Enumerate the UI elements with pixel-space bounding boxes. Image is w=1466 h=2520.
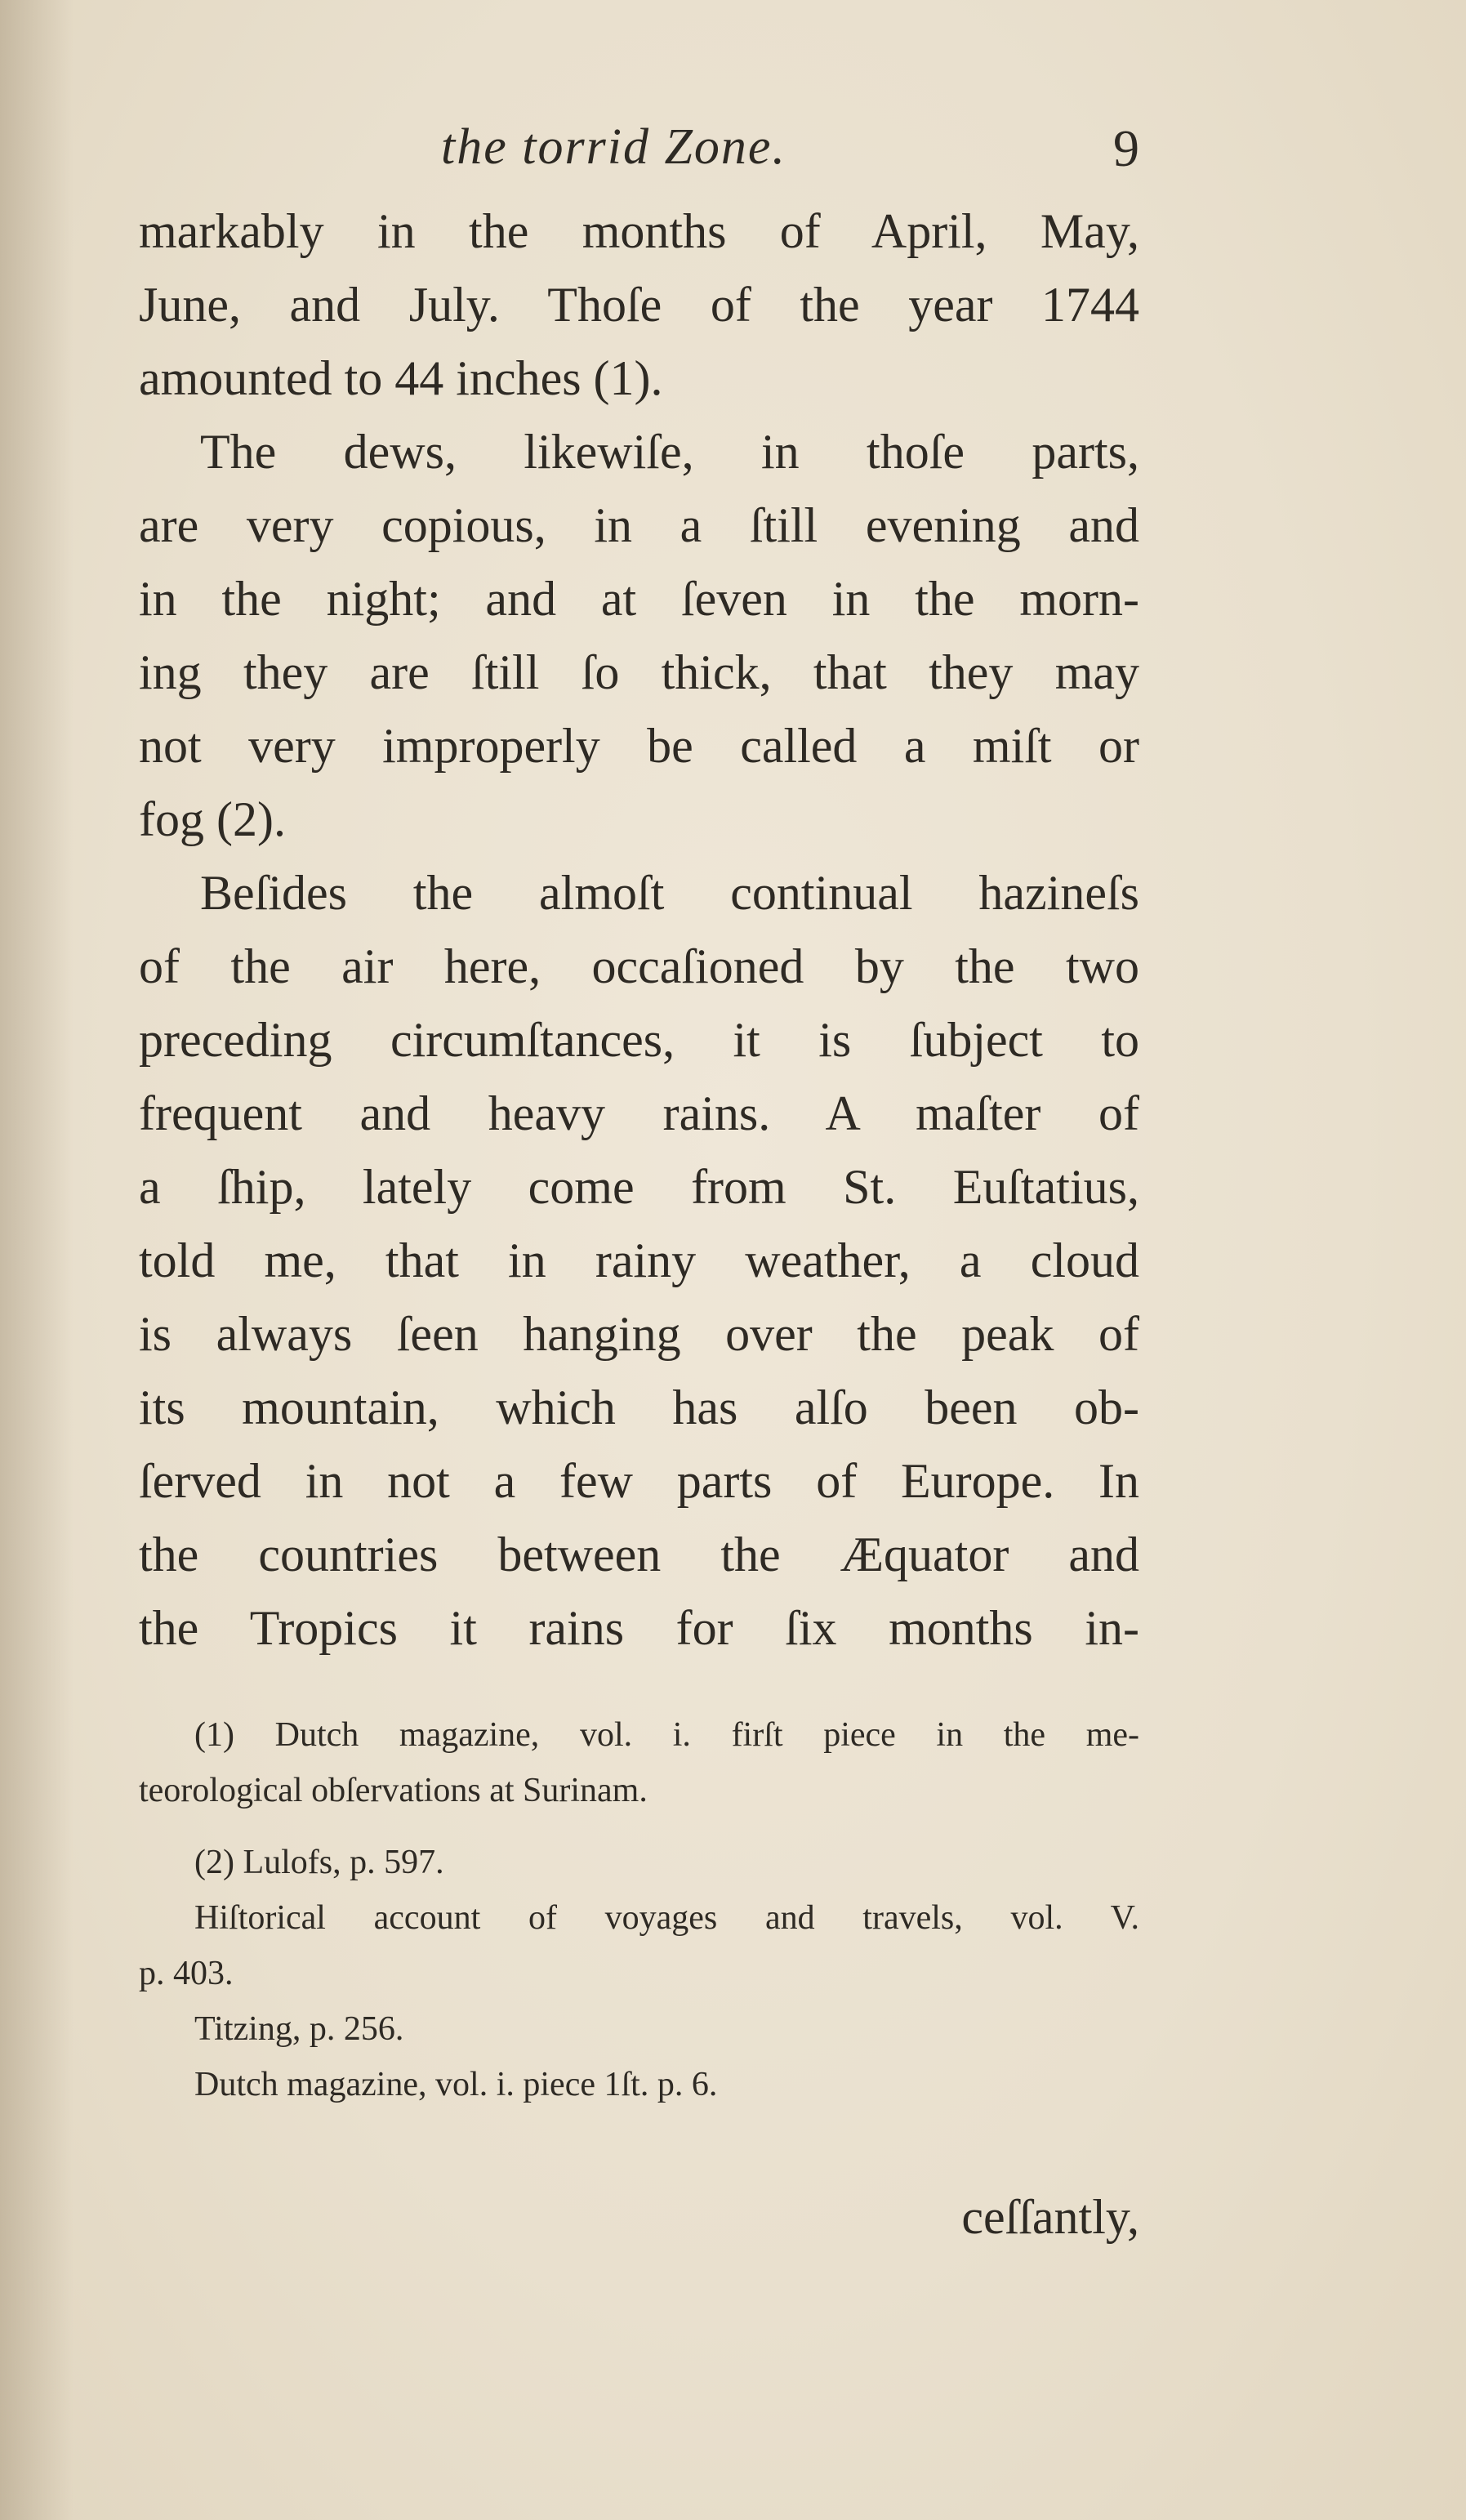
footnote-line: Dutch magazine, vol. i. piece 1ſt. p. 6.	[194, 2066, 718, 2103]
text-line: amounted to 44 inches (1).	[139, 351, 663, 405]
text-line: the countries between the Æquator and	[139, 1528, 1139, 1581]
running-head	[139, 118, 1139, 184]
text-line: ſerved in not a few parts of Europe. In	[139, 1454, 1139, 1508]
text-line: ing they are ſtill ſo thick, that they may	[139, 645, 1139, 699]
text-line: are very copious, in a ſtill evening and	[139, 498, 1139, 552]
text-line: of the air here, occaſioned by the two	[139, 939, 1139, 993]
gutter-shadow	[0, 0, 74, 2520]
catchword: ceſſantly,	[961, 2190, 1139, 2244]
text-line: June, and July. Thoſe of the year 1744	[139, 278, 1139, 332]
footnote-line: (1) Dutch magazine, vol. i. firſt piece in the me-	[194, 1716, 1139, 1754]
footnote-line: Titzing, p. 256.	[194, 2010, 404, 2048]
footnote-line: p. 403.	[139, 1955, 234, 1992]
text-line: Beſides the almoſt continual hazineſs	[200, 866, 1139, 920]
page-number: 9	[1113, 119, 1139, 177]
footnote-line: teorological obſervations at Surinam.	[139, 1772, 648, 1809]
footnote-line: (2) Lulofs, p. 597.	[194, 1844, 444, 1881]
text-line: the Tropics it rains for ſix months in-	[139, 1601, 1139, 1655]
body-text	[139, 194, 1139, 1665]
footnote-line: Hiſtorical account of voyages and travels, vol. V.	[194, 1899, 1139, 1937]
text-line: in the night; and at ſeven in the morn-	[139, 572, 1139, 626]
text-line: told me, that in rainy weather, a cloud	[139, 1233, 1139, 1287]
text-line: its mountain, which has alſo been ob-	[139, 1380, 1139, 1434]
text-line: preceding circumſtances, it is ſubject to	[139, 1013, 1139, 1067]
text-line: markably in the months of April, May,	[139, 204, 1139, 258]
footnotes	[139, 1707, 1139, 2112]
text-line: a ſhip, lately come from St. Euſtatius,	[139, 1160, 1139, 1214]
text-line: fog (2).	[139, 792, 286, 846]
text-line: is always ſeen hanging over the peak of	[139, 1307, 1139, 1361]
text-line: frequent and heavy rains. A maſter of	[139, 1086, 1139, 1140]
text-line: The dews, likewiſe, in thoſe parts,	[200, 425, 1139, 479]
text-line: not very improperly be called a miſt or	[139, 719, 1139, 773]
running-title: the torrid Zone.	[441, 119, 786, 175]
